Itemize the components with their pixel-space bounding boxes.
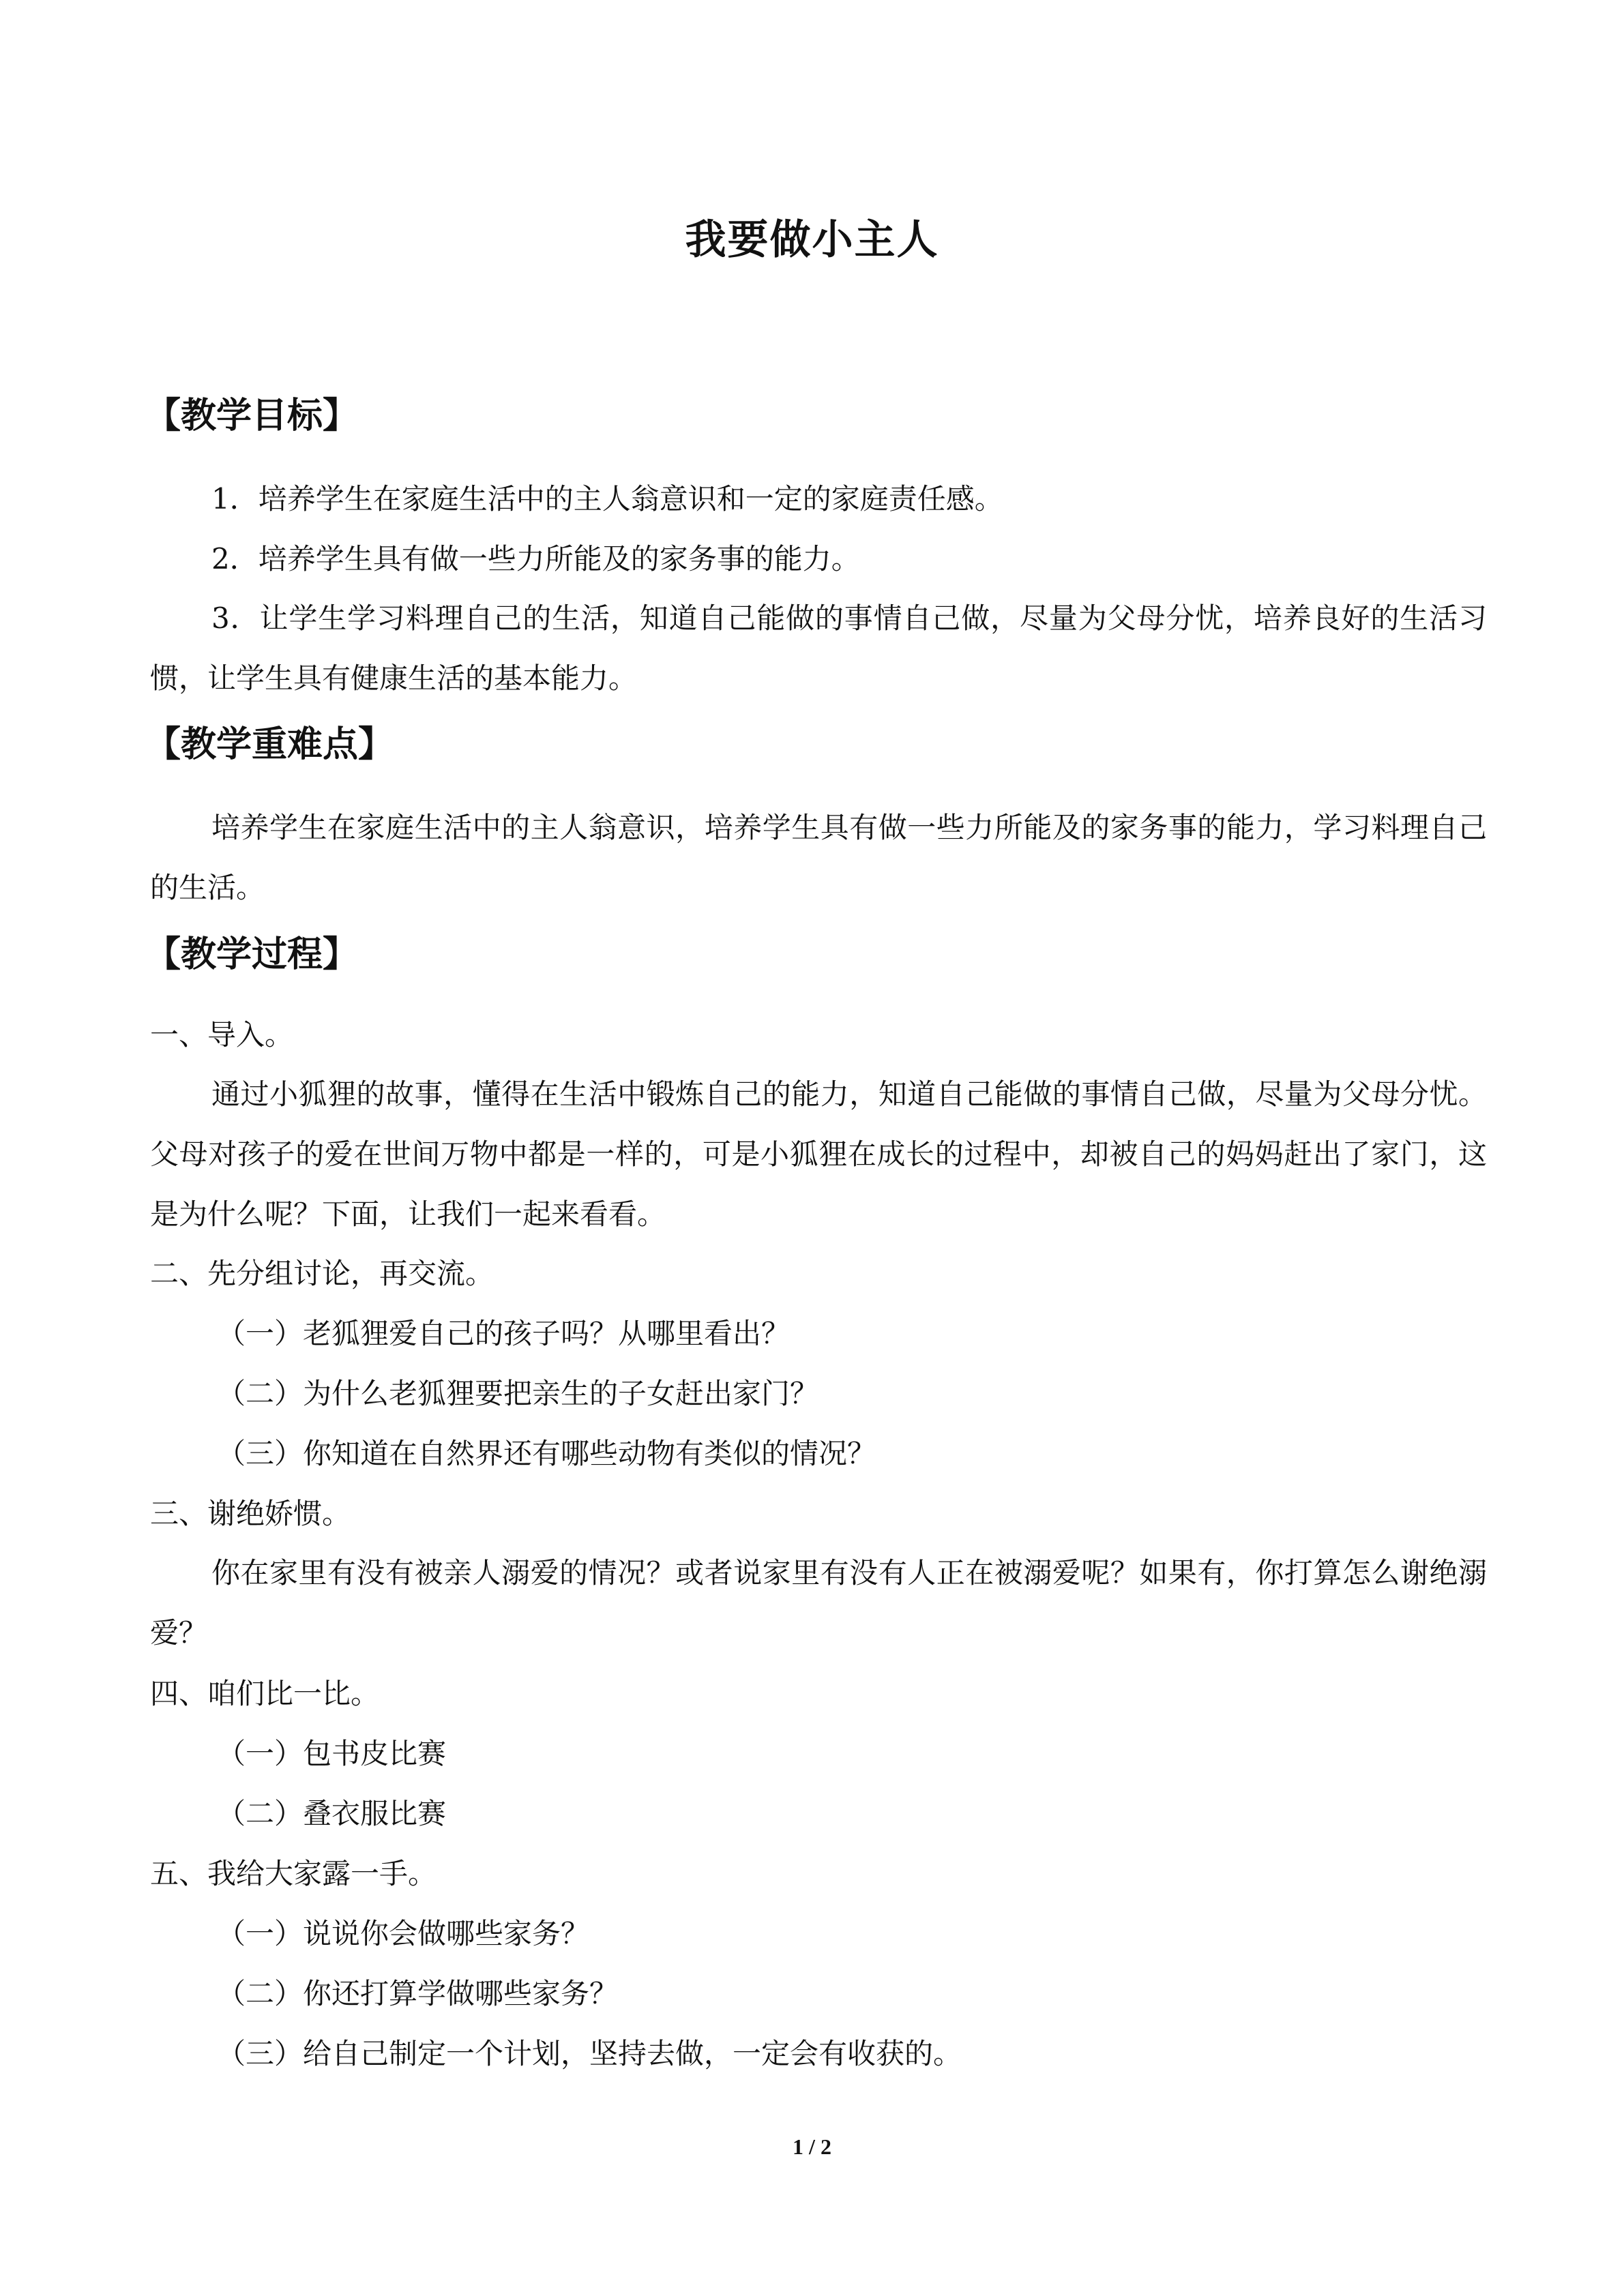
process-step-4-item-2: （二）叠衣服比赛 [217,1797,447,1830]
goal-item-2: 2．培养学生具有做一些力所能及的家务事的能力。 [211,542,860,576]
document-title: 我要做小主人 [685,216,939,264]
key-points-text: 培养学生在家庭生活中的主人翁意识，培养学生具有做一些力所能及的家务事的能力，学习料理自己的生活。 [150,811,1487,904]
page-number: 1 / 2 [793,2134,831,2159]
goal-item-3: 3．让学生学习料理自己的生活，知道自己能做的事情自己做，尽量为父母分忧，培养良好的生活习惯，让学生具有健康生活的基本能力。 [150,601,1487,695]
process-step-3-text: 你在家里有没有被亲人溺爱的情况？或者说家里有没有人正在被溺爱呢？如果有，你打算怎么谢绝溺爱？ [150,1556,1487,1650]
section-heading-key-points: 【教学重难点】 [145,724,394,765]
process-step-5-item-1: （一）说说你会做哪些家务？ [217,1917,590,1950]
process-step-4-item-1: （一）包书皮比赛 [217,1737,447,1770]
process-step-3-label: 三、谢绝娇惯。 [150,1497,351,1530]
process-step-5-item-3: （三）给自己制定一个计划，坚持去做，一定会有收获的。 [217,2037,962,2070]
process-step-2-label: 二、先分组讨论，再交流。 [150,1257,494,1290]
process-step-5-item-2: （二）你还打算学做哪些家务？ [217,1977,619,2010]
process-step-2-item-3: （三）你知道在自然界还有哪些动物有类似的情况？ [217,1437,876,1470]
process-step-5-label: 五、我给大家露一手。 [150,1857,437,1890]
process-step-2-item-1: （一）老狐狸爱自己的孩子吗？从哪里看出？ [217,1317,791,1350]
section-heading-process: 【教学过程】 [145,934,359,975]
process-step-1-label: 一、导入。 [150,1018,294,1052]
goal-item-1: 1．培养学生在家庭生活中的主人翁意识和一定的家庭责任感。 [211,482,1003,516]
process-step-4-label: 四、咱们比一比。 [150,1677,380,1710]
process-step-1-text: 通过小狐狸的故事，懂得在生活中锻炼自己的能力，知道自己能做的事情自己做，尽量为父母分忧。父母对孩子的爱在世间万物中都是一样的，可是小狐狸在成长的过程中，却被自己的妈妈赶出了家门，这是为什么呢？下面，让我们一起来看看。 [150,1077,1487,1231]
process-step-2-item-2: （二）为什么老狐狸要把亲生的子女赶出家门？ [217,1377,819,1410]
section-heading-goals: 【教学目标】 [145,396,359,436]
